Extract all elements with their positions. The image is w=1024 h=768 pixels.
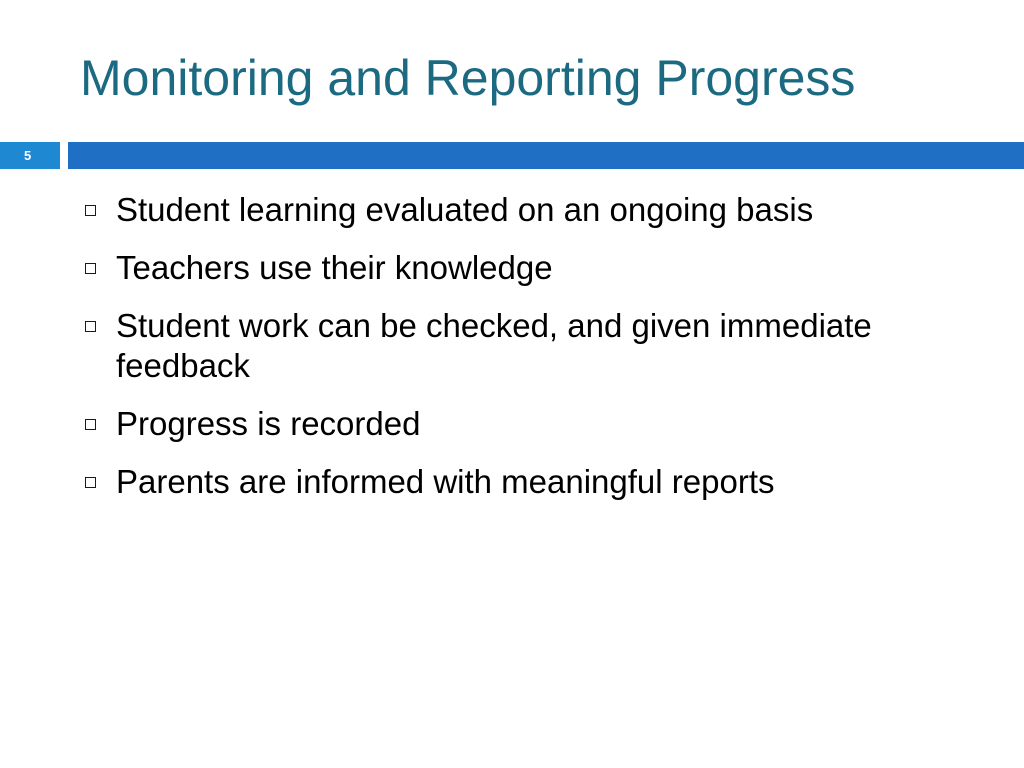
header-rule-bar [68, 142, 1024, 169]
bullet-item [82, 462, 982, 502]
bullet-text: Progress is recorded [116, 405, 421, 442]
bullet-text: Student learning evaluated on an ongoing basis [116, 191, 814, 228]
bullet-item [82, 248, 982, 288]
slide-number: 5 [24, 148, 32, 163]
slide-number-badge [0, 142, 60, 169]
hollow-square-icon [85, 321, 96, 332]
bullet-text: Parents are informed with meaningful reports [116, 463, 775, 500]
bullet-item [82, 306, 982, 386]
bullet-item [82, 190, 982, 230]
hollow-square-icon [85, 205, 96, 216]
hollow-square-icon [85, 477, 96, 488]
hollow-square-icon [85, 263, 96, 274]
bullet-text: Student work can be checked, and given immediate feedback [116, 307, 872, 384]
bullet-list [82, 190, 982, 520]
bullet-item [82, 404, 982, 444]
slide-title: Monitoring and Reporting Progress [80, 50, 856, 106]
bullet-text: Teachers use their knowledge [116, 249, 553, 286]
hollow-square-icon [85, 419, 96, 430]
